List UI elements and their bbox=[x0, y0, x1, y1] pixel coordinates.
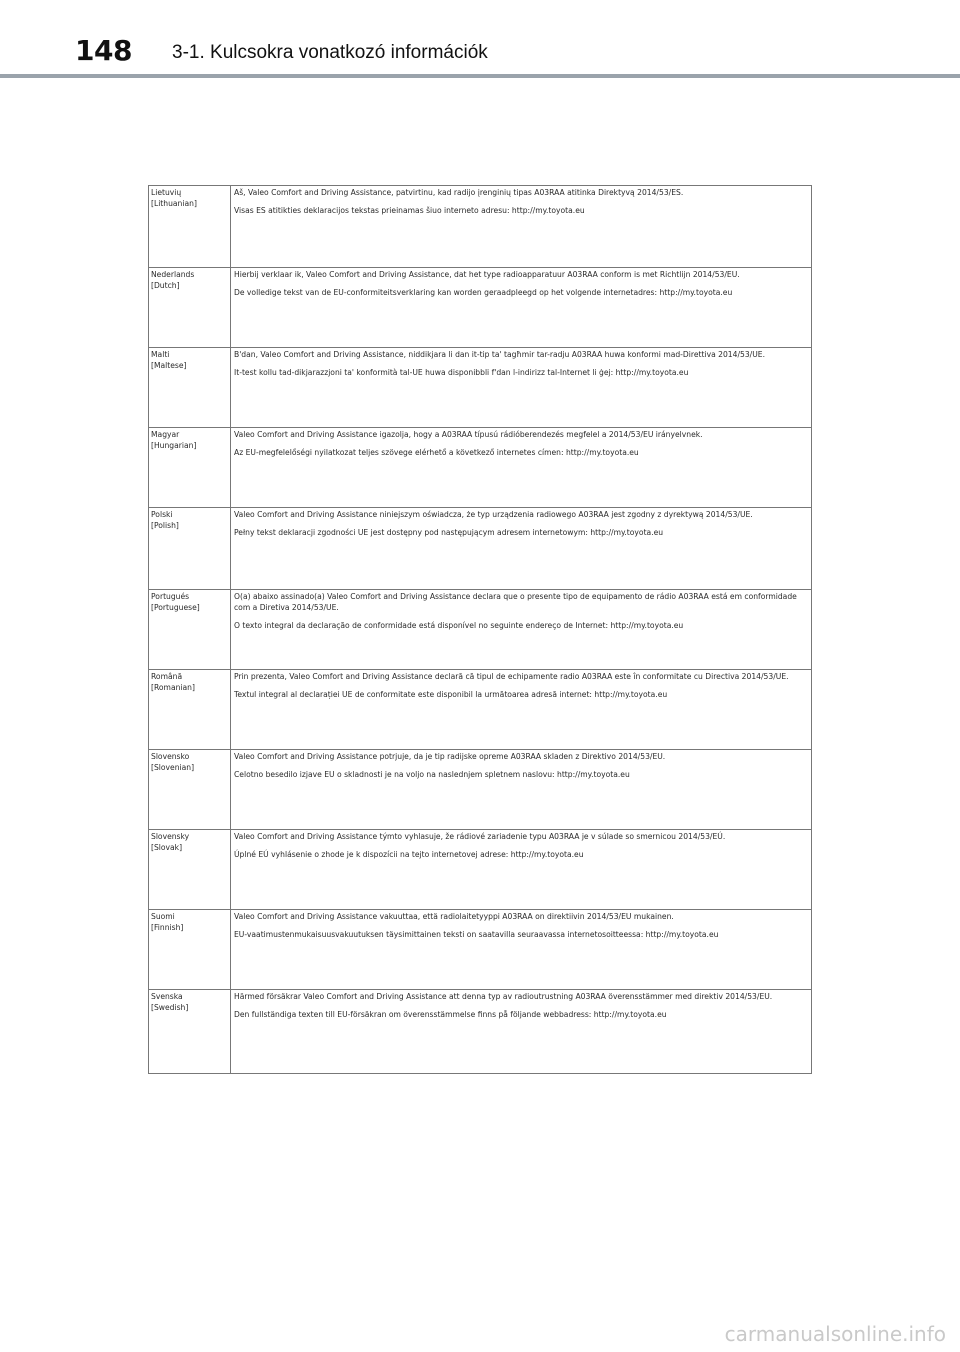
table-row bbox=[149, 268, 812, 348]
section-title: 3-1. Kulcsokra vonatkozó információk bbox=[172, 42, 488, 63]
declaration-cell bbox=[231, 590, 812, 670]
language-english-name: [Portuguese] bbox=[151, 602, 200, 612]
declaration-statement: Prin prezenta, Valeo Comfort and Driving Assistance declară că tipul de echipamente radio A03RAA este în conformitate cu Directiva 2014/53/UE. bbox=[234, 672, 789, 681]
declaration-url-text: Den fullständiga texten till EU-försäkran om överensstämmelse finns på följande webbadress: http://my.toyota.eu bbox=[234, 1009, 667, 1019]
declaration-cell bbox=[231, 830, 812, 910]
declaration-cell bbox=[231, 508, 812, 590]
language-cell bbox=[149, 990, 231, 1074]
declaration-url-text: Úplné EÚ vyhlásenie o zhode je k dispozícii na tejto internetovej adrese: http://my.toyota.eu bbox=[234, 849, 584, 859]
table-row bbox=[149, 830, 812, 910]
page-header bbox=[0, 0, 960, 78]
language-english-name: [Slovak] bbox=[151, 842, 183, 852]
declaration-cell bbox=[231, 186, 812, 268]
declaration-url-text: Pełny tekst deklaracji zgodności UE jest dostępny pod następującym adresem internetowym: http://my.toyota.eu bbox=[234, 527, 664, 537]
declaration-url-text: Celotno besedilo izjave EU o skladnosti je na voljo na naslednjem spletnem naslovu: http://my.toyota.eu bbox=[234, 769, 630, 779]
declaration-statement: Valeo Comfort and Driving Assistance vakuuttaa, että radiolaitetyyppi A03RAA on direktiivin 2014/53/EU mukainen. bbox=[234, 912, 674, 921]
declaration-url-text: O texto integral da declaração de conformidade está disponível no seguinte endereço de Internet: http://my.toyota.eu bbox=[234, 620, 684, 630]
language-english-name: [Lithuanian] bbox=[151, 198, 197, 208]
language-cell bbox=[149, 910, 231, 990]
declaration-cell bbox=[231, 348, 812, 428]
declaration-statement: Valeo Comfort and Driving Assistance niniejszym oświadcza, że typ urządzenia radiowego A03RAA jest zgodny z dyrektywą 2014/53/UE. bbox=[234, 510, 753, 519]
language-cell bbox=[149, 590, 231, 670]
language-cell bbox=[149, 186, 231, 268]
language-name: Nederlands bbox=[151, 270, 195, 279]
declaration-statement: O(a) abaixo assinado(a) Valeo Comfort and Driving Assistance declara que o presente tipo de equipamento de rádio A03RAA está em conformidade com a Diretiva 2014/53/UE. bbox=[234, 592, 797, 612]
declaration-url-text: Visas ES atitikties deklaracijos tekstas prieinamas šiuo interneto adresu: http://my.toyota.eu bbox=[234, 205, 585, 215]
language-cell bbox=[149, 428, 231, 508]
declaration-statement: Härmed försäkrar Valeo Comfort and Driving Assistance att denna typ av radioutrustning A03RAA överensstämmer med direktiv 2014/53/EU. bbox=[234, 992, 773, 1001]
table-row bbox=[149, 910, 812, 990]
language-cell bbox=[149, 670, 231, 750]
language-name: Lietuvių bbox=[151, 188, 182, 197]
declaration-table bbox=[148, 185, 812, 1074]
declaration-table-body bbox=[149, 186, 812, 1074]
language-name: Magyar bbox=[151, 430, 180, 439]
table-row bbox=[149, 508, 812, 590]
declaration-cell bbox=[231, 428, 812, 508]
language-cell bbox=[149, 830, 231, 910]
declaration-statement: Valeo Comfort and Driving Assistance týmto vyhlasuje, že rádiové zariadenie typu A03RAA je v súlade so smernicou 2014/53/EÚ. bbox=[234, 832, 726, 841]
table-row bbox=[149, 590, 812, 670]
declaration-url-text: Az EU-megfelelőségi nyilatkozat teljes szövege elérhető a következő internetes címen: http://my.toyota.eu bbox=[234, 447, 639, 457]
language-english-name: [Dutch] bbox=[151, 280, 180, 290]
language-name: Română bbox=[151, 672, 183, 681]
language-english-name: [Finnish] bbox=[151, 922, 184, 932]
declaration-cell bbox=[231, 670, 812, 750]
declaration-statement: B'dan, Valeo Comfort and Driving Assistance, niddikjara li dan it-tip ta' tagħmir tar-radju A03RAA huwa konformi mad-Direttiva 2014/53/UE. bbox=[234, 350, 766, 359]
declaration-statement: Hierbij verklaar ik, Valeo Comfort and Driving Assistance, dat het type radioapparatuur A03RAA conform is met Richtlijn 2014/53/EU. bbox=[234, 270, 740, 279]
declaration-url-text: Textul integral al declarației UE de conformitate este disponibil la următoarea adresă internet: http://my.toyota.eu bbox=[234, 689, 668, 699]
language-cell bbox=[149, 268, 231, 348]
page-number: 148 bbox=[75, 34, 132, 67]
language-english-name: [Hungarian] bbox=[151, 440, 197, 450]
language-name: Suomi bbox=[151, 912, 175, 921]
table-row bbox=[149, 348, 812, 428]
declaration-cell bbox=[231, 750, 812, 830]
language-name: Slovensky bbox=[151, 832, 190, 841]
declaration-cell bbox=[231, 910, 812, 990]
table-row bbox=[149, 990, 812, 1074]
language-english-name: [Polish] bbox=[151, 520, 179, 530]
header-rule bbox=[0, 74, 960, 78]
declaration-url-text: It-test kollu tad-dikjarazzjoni ta' konformità tal-UE huwa disponibbli f'dan l-indirizz tal-Internet li ġej: http://my.toyota.eu bbox=[234, 367, 689, 377]
language-english-name: [Romanian] bbox=[151, 682, 195, 692]
declaration-statement: Aš, Valeo Comfort and Driving Assistance, patvirtinu, kad radijo įrenginių tipas A03RAA atitinka Direktyvą 2014/53/ES. bbox=[234, 188, 684, 197]
language-english-name: [Maltese] bbox=[151, 360, 187, 370]
declaration-cell bbox=[231, 268, 812, 348]
language-name: Portugués bbox=[151, 592, 190, 601]
language-name: Malti bbox=[151, 350, 170, 359]
declaration-statement: Valeo Comfort and Driving Assistance potrjuje, da je tip radijske opreme A03RAA skladen z Direktivo 2014/53/EU. bbox=[234, 752, 666, 761]
table-row bbox=[149, 186, 812, 268]
table-row bbox=[149, 750, 812, 830]
language-english-name: [Swedish] bbox=[151, 1002, 189, 1012]
language-cell bbox=[149, 508, 231, 590]
declaration-cell bbox=[231, 990, 812, 1074]
language-name: Polski bbox=[151, 510, 173, 519]
declaration-url-text: EU-vaatimustenmukaisuusvakuutuksen täysimittainen teksti on saatavilla seuraavassa internetosoitteessa: http://my.toyota.eu bbox=[234, 929, 719, 939]
language-name: Slovensko bbox=[151, 752, 190, 761]
table-row bbox=[149, 428, 812, 508]
table-row bbox=[149, 670, 812, 750]
watermark: carmanualsonline.info bbox=[724, 1322, 946, 1346]
language-english-name: [Slovenian] bbox=[151, 762, 195, 772]
declaration-url-text: De volledige tekst van de EU-conformiteitsverklaring kan worden geraadpleegd op het volgende internetadres: http://my.toyota.eu bbox=[234, 287, 733, 297]
declaration-statement: Valeo Comfort and Driving Assistance igazolja, hogy a A03RAA típusú rádióberendezés megfelel a 2014/53/EU irányelvnek. bbox=[234, 430, 703, 439]
language-name: Svenska bbox=[151, 992, 183, 1001]
language-cell bbox=[149, 348, 231, 428]
language-cell bbox=[149, 750, 231, 830]
